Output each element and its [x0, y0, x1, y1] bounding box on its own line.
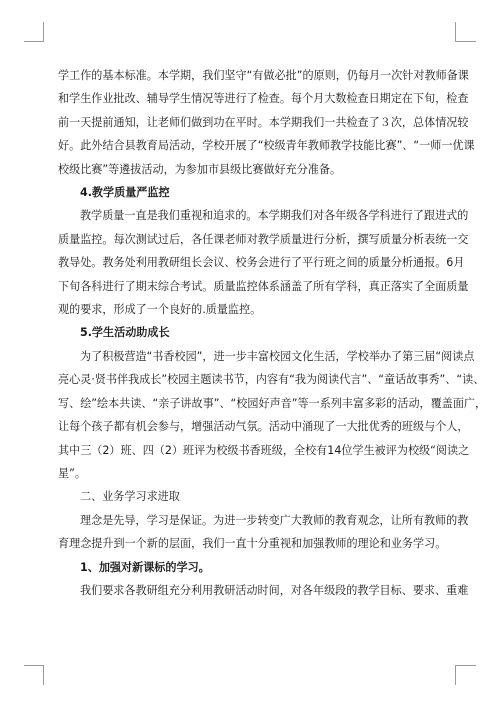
crop-mark-top-right — [456, 41, 476, 42]
document-body — [58, 64, 487, 602]
paragraph-line: 下旬各科进行了期末综合考试。质量监控体系涵盖了所有学科，真正落实了全面质量 — [58, 279, 469, 293]
paragraph-line: 为了积极营造“书香校园”，进一步丰富校园文化生活，学校举办了第三届“阅读点 — [80, 349, 475, 363]
paragraph-line: 和学生作业批改、辅导学生情况等进行了检查。每个月大数检查日期定在下旬，检查 — [58, 92, 469, 106]
paragraph-line: 写、绘”绘本共读、“亲子讲故事”、“校园好声音”等一系列丰富多彩的活动，覆盖面广， — [58, 396, 487, 410]
paragraph-line: 亮心灵·贤书伴我成长”校园主题读书节，内容有“我为阅读代言”、“童话故事秀”、“读、 — [58, 373, 485, 387]
crop-mark-bottom-right — [456, 665, 476, 666]
section-heading — [58, 485, 442, 508]
paragraph — [58, 64, 475, 181]
paragraph — [58, 345, 487, 485]
paragraph-line: 育理念提升到一个新的层面，我们一直十分重视和加强教师的理论和业务学习。 — [58, 537, 447, 551]
crop-mark-bottom-right — [455, 665, 456, 685]
paragraph-line: 前一天提前通知，让老师们做到功在平时。本学期我们一共检查了３次，总体情况较 — [58, 115, 469, 129]
heading-text: 二、业务学习求进取 — [80, 490, 180, 504]
paragraph-line: 让每个孩子都有机会参与，增强活动气氛。活动中涌现了一大批优秀的班级与个人， — [58, 420, 469, 434]
paragraph-line: 学工作的基本标准。本学期，我们坚守“有做必批”的原则，仍每月一次针对教师备课 — [58, 69, 469, 82]
paragraph-line: 质量监控。每次测试过后，各任课老师对教学质量进行分析，撰写质量分析表统一交 — [58, 232, 469, 246]
crop-mark-top-right — [455, 22, 456, 42]
paragraph — [58, 579, 469, 602]
paragraph-line: 好。此外结合县教育局活动，学校开展了“校级青年教师教学技能比赛”、“一师一优课 — [58, 139, 475, 153]
paragraph-line: 其中三（2）班、四（2）班评为校级书香班级，全校有14位学生被评为校级“阅读之 — [58, 443, 470, 457]
crop-mark-top-left — [43, 22, 44, 42]
heading-text: 4.教学质量严监控 — [80, 186, 170, 200]
paragraph-line: 星”。 — [58, 466, 86, 480]
section-heading — [58, 321, 442, 344]
paragraph-line: 教学质量一直是我们重视和追求的。本学期我们对各年级各学科进行了跟进式的 — [80, 209, 469, 223]
crop-mark-bottom-left — [43, 665, 44, 685]
section-heading — [58, 181, 442, 204]
paragraph — [58, 509, 469, 556]
heading-text: 5.学生活动助成长 — [80, 326, 170, 340]
paragraph-line: 校级比赛”等遴拔活动，为参加市县级比赛做好充分准备。 — [58, 162, 342, 176]
paragraph-line: 观的要求，形成了一个良好的.质量监控。 — [58, 303, 262, 317]
paragraph-line: 理念是先导，学习是保证。为进一步转变广大教师的教育观念，让所有教师的教 — [80, 513, 469, 527]
paragraph-line: 我们要求各教研组充分利用教研活动时间，对各年级段的教学目标、要求、重难 — [80, 583, 469, 597]
section-heading — [58, 556, 442, 579]
paragraph — [58, 204, 469, 321]
heading-text: 1、加强对新课标的学习。 — [80, 560, 210, 574]
crop-mark-bottom-left — [24, 665, 44, 666]
paragraph-line: 教导处。教务处利用教研组长会议、校务会进行了平行班之间的质量分析通报。6月 — [58, 256, 465, 270]
crop-mark-top-left — [24, 41, 44, 42]
